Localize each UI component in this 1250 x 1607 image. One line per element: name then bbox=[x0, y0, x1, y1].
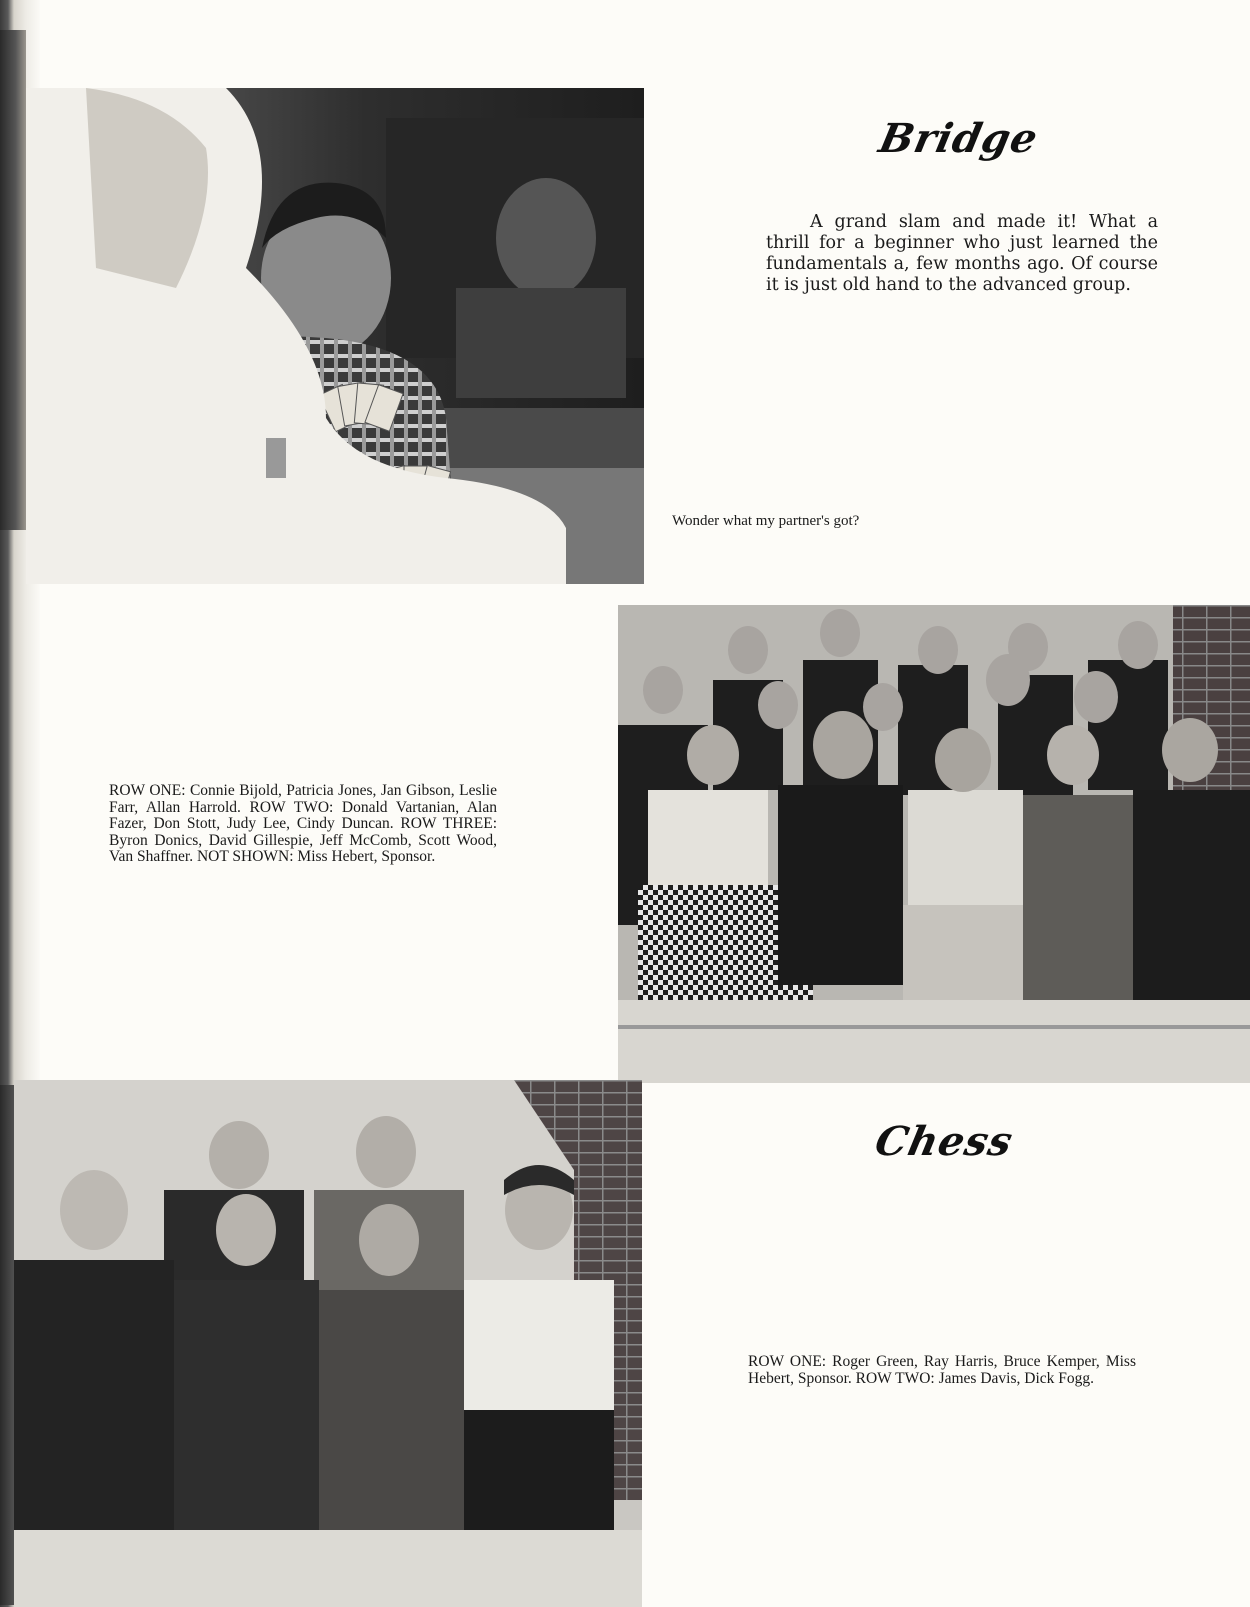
bridge-card-game-photo bbox=[26, 88, 644, 584]
bridge-roster: ROW ONE: Connie Bijold, Patricia Jones, Jan Gibson, Leslie Farr, Allan Harrold. ROW TWO: Donald Vartanian, Alan Fazer, Don Stott, Judy Lee, Cindy Duncan. ROW THREE: Byron Donics, David Gillespie, Jeff McComb, Scott Wood, Van Shaffner. NOT SHOWN: Miss Hebert, Sponsor. bbox=[109, 782, 497, 865]
bridge-description: A grand slam and made it! What a thrill for a beginner who just learned the fundamentals a, few months ago. Of course it is just old hand to the advanced group. bbox=[766, 212, 1158, 295]
chess-title: Chess bbox=[871, 1118, 1018, 1165]
bridge-club-group-photo bbox=[618, 605, 1250, 1083]
bridge-photo-caption: Wonder what my partner's got? bbox=[672, 513, 860, 529]
bridge-title: Bridge bbox=[875, 115, 1043, 162]
spine-shadow-band bbox=[0, 30, 26, 530]
chess-roster: ROW ONE: Roger Green, Ray Harris, Bruce Kemper, Miss Hebert, Sponsor. ROW TWO: James Davis, Dick Fogg. bbox=[748, 1353, 1136, 1387]
chess-club-group-photo bbox=[14, 1080, 642, 1607]
